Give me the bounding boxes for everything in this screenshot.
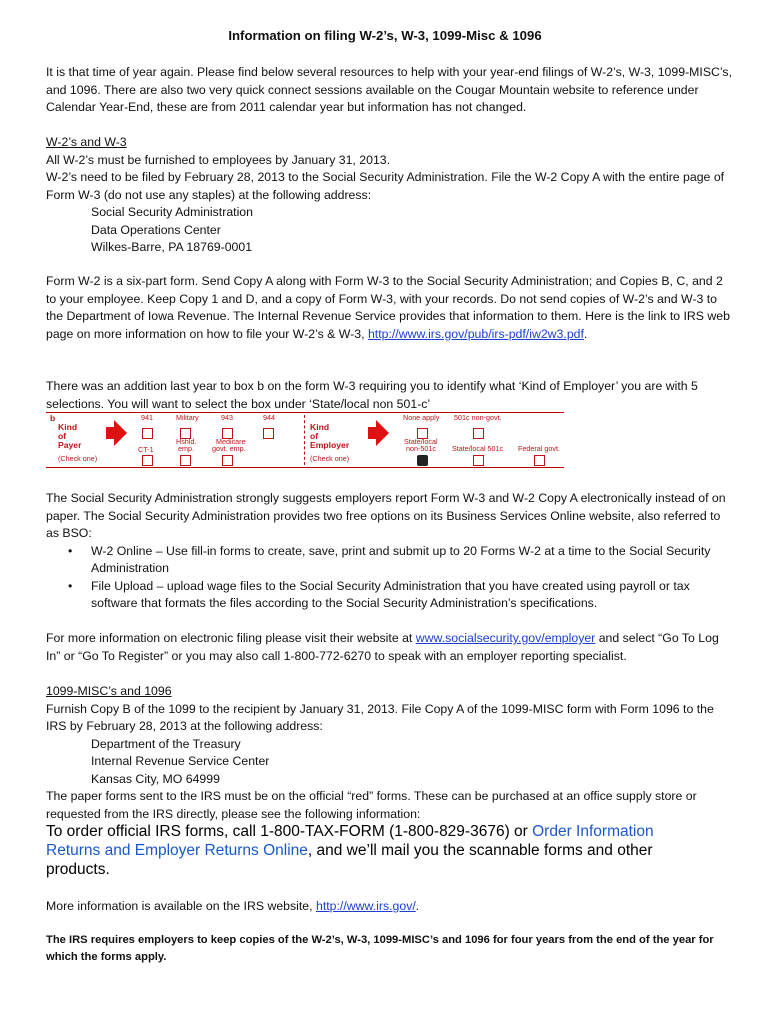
checkbox-ct1[interactable] [142, 455, 153, 466]
w2-deadline-ssa: W-2’s need to be filed by February 28, 2013 to the Social Security Administration. File the W-2 Copy A with the entire page of Form W-3 (do not use any staples) at the following address: [46, 170, 725, 202]
irs-address-line-1: Department of the Treasury [91, 736, 241, 751]
ssa-paragraph: The Social Security Administration strongly suggests employers report Form W-3 and W-2 Copy A electronically instead of on paper. The Social Security Administration provides two free options on its Business Services Online website, also referred to as BSO: [46, 491, 726, 540]
footer-note: The IRS requires employers to keep copies of the W-2’s, W-3, 1099-MISC’s and 1096 for four years from the end of the year for which the forms apply. [46, 934, 714, 963]
ssa-address-line-3: Wilkes-Barre, PA 18769-0001 [91, 240, 253, 254]
order-online-link[interactable]: Order Information Returns and Employer Returns Online [46, 823, 654, 859]
w3-box-b-form-image: b Kind of Payer (Check one) 941 CT-1 Military Hshld. emp. 943 Medicare govt. emp. 944 Kind of Employer (Check one) None apply State/local non-501c 501c non-govt. State/local 501c Federal govt. [46, 412, 564, 468]
page-title: Information on filing W-2’s, W-3, 1099-Misc & 1096 [228, 28, 542, 43]
employer-arrow-icon [376, 420, 389, 446]
more-info-paragraph: More information is available on the IRS website, http://www.irs.gov/. [46, 899, 420, 913]
misc-paragraph: Furnish Copy B of the 1099 to the recipient by January 31, 2013. File Copy A of the 1099-MISC form with Form 1096 to the IRS by February 28, 2013 at the following address: [46, 701, 714, 733]
electronic-filing-paragraph: For more information on electronic filing please visit their website at www.socialsecurity.gov/employer and select “Go To Log In” or “Go To Register” or you may also call 1-800-772-6270 to speak with an employer reporting specialist. [46, 631, 719, 663]
irs-website-link[interactable]: http://www.irs.gov/ [315, 899, 416, 913]
w2-deadline-employees: All W-2’s must be furnished to employees by January 31, 2013. [46, 152, 391, 167]
checkbox-501c-non-govt[interactable] [473, 428, 484, 439]
intro-paragraph: It is that time of year again. Please find below several resources to help with your year-end filings of W-2’s, W-3, 1099-MISC’s, and 1096. There are also two very quick connect sessions available on the Cougar Mountain website to reference under Calendar Year-End, these are from 2011 calendar year but information has not changed. [46, 65, 732, 114]
w2-section [46, 134, 736, 257]
irs-address-line-3: Kansas City, MO 64999 [91, 771, 220, 786]
bso-options-list [46, 543, 736, 613]
w2-form-paragraph: Form W-2 is a six-part form. Send Copy A along with Form W-3 to the Social Security Administration; and Copies B, C, and 2 to your employee. Keep Copy 1 and D, and a copy of Form W-3, with your records. Do not send copies of W-2’s and W-3 to the Department of Iowa Revenue. The Internal Revenue Service provides that information to them. Here is the link to IRS web page on more information on how to file your W-2’s & W-3, http://www.irs.gov/pub/irs-pdf/iw2w3.pdf. [46, 274, 730, 341]
payer-arrow-icon [114, 420, 127, 446]
ssa-electronic-section [46, 490, 736, 613]
checkbox-state-local-501c[interactable] [473, 455, 484, 466]
list-item: • File Upload – upload wage files to the Social Security Administration that you have created using payroll or tax software that formats the files according to the Social Security Administration’s specifications. [46, 578, 736, 613]
ssa-employer-link[interactable]: www.socialsecurity.gov/employer [415, 631, 596, 645]
ssa-address-line-1: Social Security Administration [91, 205, 253, 219]
box-b-paragraph: There was an addition last year to box b on the form W-3 requiring you to identify what ‘Kind of Employer’ you are with 5 selections. You will want to select the box under ‘State/local non 501-c’ [46, 379, 698, 411]
checkbox-federal-govt[interactable] [534, 455, 545, 466]
checkbox-state-local-non-501c-selected[interactable] [417, 455, 428, 466]
checkbox-944[interactable] [263, 428, 274, 439]
ssa-address-line-2: Data Operations Center [91, 222, 221, 237]
misc-section [46, 683, 736, 823]
w2-form-text: Form W-2 is a six-part form. Send Copy A along with Form W-3 to the Social Security Administration; and Copies B, C, and 2 to your employee. Keep Copy 1 and D, and a copy of Form W-3, with your records. Do not send copies of W-2’s and W-3 to the Department of Iowa Revenue. The Internal Revenue Service provides that information to them. Here is the link to IRS web page on more information on how to file your W-2’s & W-3, [46, 274, 730, 341]
misc-heading: 1099-MISC’s and 1096 [46, 684, 172, 698]
checkbox-941[interactable] [142, 428, 153, 439]
box-b-letter: b [50, 413, 56, 423]
checkbox-medicare-govt-emp[interactable] [222, 455, 233, 466]
red-forms-paragraph: The paper forms sent to the IRS must be on the official “red” forms. These can be purchased at an office supply store or requested from the IRS directly, please see the following information: [46, 789, 697, 821]
list-item: • W-2 Online – Use fill-in forms to create, save, print and submit up to 20 Forms W-2 at a time to the Social Security Administration [46, 543, 736, 578]
w2-heading: W-2’s and W-3 [46, 135, 127, 149]
irs-address-line-2: Internal Revenue Service Center [91, 754, 270, 768]
irs-w2-link[interactable]: http://www.irs.gov/pub/irs-pdf/iw2w3.pdf [367, 326, 584, 341]
checkbox-hshld-emp[interactable] [180, 455, 191, 466]
irs-order-forms-image: To order official IRS forms, call 1-800-TAX-FORM (1-800-829-3676) or Order Information Returns and Employer Returns Online, and we’ll mail you the scannable forms and other products. [46, 823, 654, 878]
